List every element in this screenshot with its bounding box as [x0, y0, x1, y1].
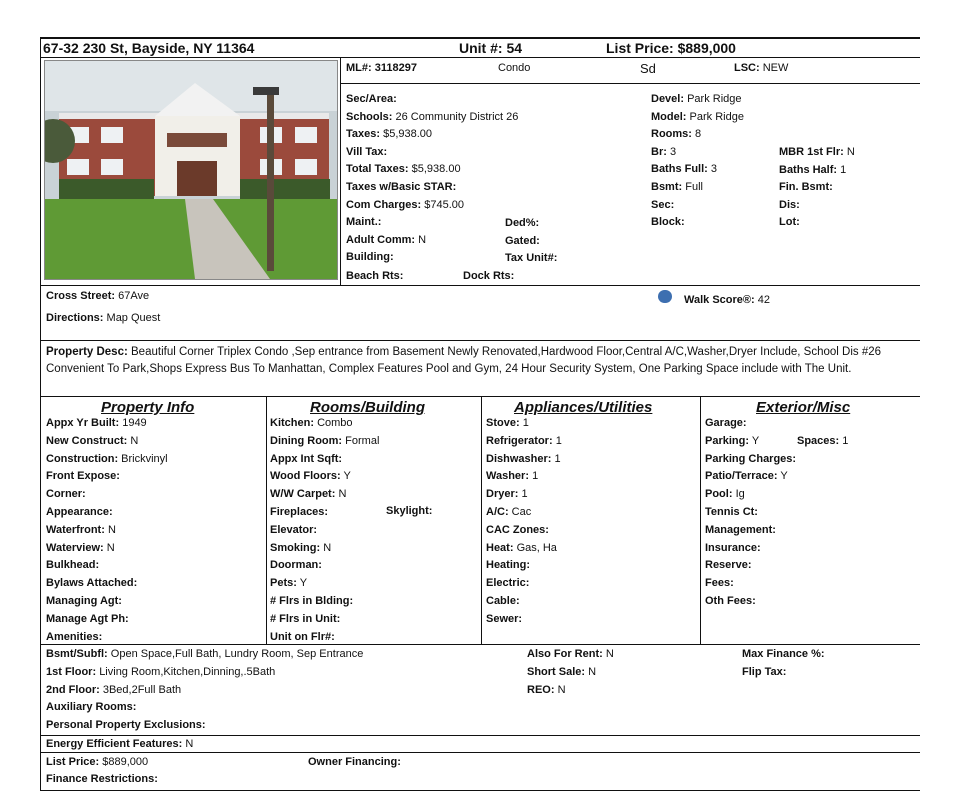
field-label: Flip Tax:: [742, 665, 787, 678]
field-label: Waterfront:: [46, 523, 105, 536]
rooms-field: [270, 435, 379, 448]
cross-street: Cross Street: 67Ave: [46, 290, 150, 302]
field-value: N: [557, 683, 566, 696]
field-value: Open Space,Full Bath, Lundry Room, Sep Entrance: [110, 648, 364, 660]
field-label: Gated:: [505, 234, 540, 247]
appliance-field: [486, 524, 549, 537]
field-value: 3Bed,2Full Bath: [102, 683, 182, 696]
field-label: Bsmt:: [651, 181, 683, 193]
field-label: Also For Rent:: [527, 648, 603, 660]
energy-top-rule: [40, 735, 920, 736]
tax-field: [346, 234, 426, 247]
owner-financing: Owner Financing:: [308, 756, 401, 768]
rooms-field: [270, 631, 335, 644]
field-value: Park Ridge: [689, 110, 744, 123]
field-value: 3: [710, 163, 718, 176]
field-label: Devel:: [651, 93, 685, 105]
field-label: Com Charges:: [346, 198, 422, 211]
tax-field: [505, 217, 539, 230]
field-label: Rooms:: [651, 128, 692, 141]
field-value: N: [106, 541, 115, 554]
appliance-field: [486, 506, 531, 519]
field-value: $5,938.00: [411, 163, 461, 176]
lsc-status: LSC: NEW: [734, 62, 789, 74]
field-label: Bsmt/Subfl:: [46, 648, 108, 660]
property-info-field: [46, 542, 115, 555]
field-value: Living Room,Kitchen,Dinning,.5Bath: [99, 665, 276, 678]
field-value: Formal: [345, 434, 380, 447]
field-label: Dryer:: [486, 488, 519, 501]
tax-field: [346, 146, 387, 159]
devel-field: [651, 181, 703, 194]
photo-divider: [340, 57, 341, 285]
appliance-field: [486, 470, 538, 483]
property-photo-image: [45, 61, 337, 279]
section-exterior: Exterior/Misc: [756, 399, 851, 416]
field-label: Block:: [651, 216, 685, 229]
energy-features: Energy Efficient Features: N: [46, 738, 194, 750]
field-value: N: [107, 523, 116, 536]
field-value: N: [130, 434, 139, 447]
devel-field: [651, 146, 676, 159]
field-label: Oth Fees:: [705, 595, 756, 607]
rooms-field: [270, 417, 353, 430]
field-label: Washer:: [486, 470, 529, 483]
field-value: Y: [343, 470, 351, 483]
rooms-field: [270, 559, 322, 572]
floor-field: [46, 666, 275, 679]
field-value: 1949: [122, 417, 147, 429]
field-label: Sewer:: [486, 612, 523, 625]
exterior-field: [705, 542, 761, 555]
property-info-field: [46, 506, 113, 519]
tax-field: [346, 181, 456, 194]
field-value: 1: [554, 452, 561, 465]
field-label: Stove:: [486, 417, 520, 429]
rooms-field: [270, 470, 351, 483]
field-value: Ig: [735, 488, 745, 501]
field-label: # Flrs in Unit:: [270, 612, 341, 625]
exterior-field: [705, 435, 759, 448]
field-label: Waterview:: [46, 541, 104, 554]
field-label: Tax Unit#:: [505, 252, 558, 265]
property-info-field: [46, 435, 138, 448]
exterior-field: [705, 559, 751, 572]
field-label: Adult Comm:: [346, 233, 416, 246]
field-label: Doorman:: [270, 559, 322, 572]
floor-field: [46, 648, 363, 661]
col-divider-2: [481, 396, 482, 644]
tax-field: [346, 251, 394, 264]
field-label: 1st Floor:: [46, 665, 97, 678]
field-label: Amenities:: [46, 630, 103, 643]
field-label: Pool:: [705, 488, 733, 501]
property-info-field: [46, 577, 137, 590]
tax-field: [346, 111, 518, 124]
rooms-field: [270, 488, 346, 501]
walk-score: Walk Score®: 42: [684, 294, 770, 306]
field-value: Full: [685, 181, 703, 193]
field-value: 1: [840, 163, 847, 176]
walk-score-icon: [658, 290, 672, 303]
property-info-field: [46, 470, 120, 483]
field-label: Bylaws Attached:: [46, 577, 138, 590]
exterior-field: [705, 577, 734, 590]
field-value: Brickvinyl: [121, 452, 168, 465]
field-label: Fin. Bsmt:: [779, 181, 833, 194]
field-value: Gas, Ha: [516, 541, 557, 554]
tax-field: [346, 93, 397, 106]
field-label: Dishwasher:: [486, 452, 552, 465]
field-label: Smoking:: [270, 541, 321, 554]
appliance-field: [486, 453, 561, 466]
field-label: Management:: [705, 523, 776, 536]
field-value: Cac: [511, 506, 532, 518]
field-label: Maint.:: [346, 216, 382, 229]
cross-bottom-rule: [40, 340, 920, 341]
exterior-field: [705, 595, 756, 608]
field-value: Y: [751, 434, 760, 447]
field-label: Personal Property Exclusions:: [46, 719, 206, 732]
field-label: Kitchen:: [270, 417, 314, 429]
rooms-field: [270, 506, 328, 519]
field-label: Sec:: [651, 198, 675, 211]
rooms-field: [270, 453, 342, 466]
field-label: Short Sale:: [527, 665, 586, 678]
field-value: 1: [522, 417, 529, 429]
tax-field: [505, 235, 540, 248]
beach-rights: Beach Rts:: [346, 270, 404, 282]
field-value: Y: [780, 470, 788, 483]
field-label: Total Taxes:: [346, 163, 409, 176]
top-border: [40, 37, 920, 39]
field-label: Model:: [651, 110, 687, 123]
tax-field: [505, 252, 557, 265]
property-description: Property Desc: Beautiful Corner Triplex Condo ,Sep entrance from Basement Newly Renovated,Hardwood Floor,Central A/C,Washer,Dryer Include, School Dis #26 Convenient To Park,Shops Express Bus To Manhattan, Complex Features Pool and Gym, 24 Hour Security System, One Parking Space include with The Unit.: [46, 346, 882, 375]
header-rule: [40, 57, 920, 58]
field-label: Parking Charges:: [705, 452, 797, 465]
property-info-field: [46, 453, 168, 466]
rooms-field: [270, 577, 307, 590]
field-label: Appx Yr Built:: [46, 417, 120, 429]
appliance-field: [486, 542, 557, 555]
field-label: Heating:: [486, 559, 530, 572]
field-label: Max Finance %:: [742, 648, 825, 660]
dock-rights: Dock Rts:: [463, 270, 515, 282]
field-label: Insurance:: [705, 541, 761, 554]
property-info-field: [46, 613, 129, 626]
field-value: 1: [555, 434, 562, 447]
field-label: Garage:: [705, 417, 747, 429]
field-value: Park Ridge: [687, 93, 742, 105]
field-label: Cable:: [486, 595, 520, 607]
field-value: 1: [521, 488, 528, 501]
col-divider-3: [700, 396, 701, 644]
ml-number: ML#: 3118297: [346, 62, 417, 74]
ml-rule: [340, 83, 920, 84]
exterior-field: [705, 524, 776, 537]
field-label: Unit on Flr#:: [270, 630, 335, 643]
devel-field: [651, 216, 685, 229]
field-value: $5,938.00: [383, 128, 433, 141]
field-label: Br:: [651, 145, 667, 158]
property-info-field: [46, 595, 122, 608]
exterior-field: [705, 506, 758, 519]
tax-field: [346, 128, 432, 141]
field-value: 1: [532, 470, 539, 483]
parking-spaces: Spaces: 1: [797, 435, 849, 447]
field-label: Managing Agt:: [46, 595, 122, 607]
address: 67-32 230 St, Bayside, NY 11364: [43, 40, 255, 56]
property-info-field: [46, 524, 116, 537]
field-label: Manage Agt Ph:: [46, 612, 129, 625]
property-style: Sd: [640, 61, 656, 76]
field-label: Tennis Ct:: [705, 506, 758, 518]
header-list-price: List Price: $889,000: [606, 40, 736, 56]
appliance-field: [486, 595, 520, 608]
directions: Directions: Map Quest: [46, 312, 161, 324]
field-label: Auxiliary Rooms:: [46, 701, 137, 714]
devel-field: [651, 163, 717, 176]
tax-field: [346, 216, 381, 229]
rooms-field: [270, 613, 340, 626]
grid-bottom-rule: [40, 644, 920, 645]
floor-field: [46, 719, 206, 732]
field-label: 2nd Floor:: [46, 683, 100, 696]
field-label: Lot:: [779, 216, 800, 229]
field-label: CAC Zones:: [486, 523, 549, 536]
field-label: Dis:: [779, 198, 800, 211]
exterior-field: [705, 417, 747, 430]
field-value: N: [588, 665, 597, 678]
field-value: $745.00: [424, 198, 465, 211]
field-value: 3: [669, 145, 677, 158]
field-label: Baths Half:: [779, 163, 838, 176]
field-label: Baths Full:: [651, 163, 708, 176]
appliance-field: [486, 559, 530, 572]
property-info-field: [46, 559, 99, 572]
field-label: Fees:: [705, 577, 734, 590]
desc-bottom-rule: [40, 396, 920, 397]
field-label: Patio/Terrace:: [705, 470, 778, 483]
field-label: Elevator:: [270, 523, 318, 536]
field-label: Appearance:: [46, 506, 113, 518]
field-label: Parking:: [705, 434, 750, 447]
devel-field: [651, 128, 701, 141]
field-value: 26 Community District 26: [395, 110, 519, 123]
field-label: Taxes w/Basic STAR:: [346, 181, 457, 193]
section-rooms-building: Rooms/Building: [310, 399, 425, 416]
field-label: Schools:: [346, 110, 393, 123]
field-label: Reserve:: [705, 559, 752, 572]
devel-field: [779, 146, 855, 159]
field-label: Wood Floors:: [270, 470, 341, 483]
appliance-field: [486, 613, 522, 626]
field-label: Refrigerator:: [486, 434, 553, 447]
skylight: Skylight:: [386, 505, 433, 517]
field-value: N: [338, 488, 347, 501]
exterior-field: [705, 488, 745, 501]
field-value: Y: [299, 577, 308, 590]
photo-bottom-rule: [40, 285, 920, 286]
appliance-field: [486, 488, 528, 501]
field-value: Combo: [317, 417, 353, 429]
finance-field: [742, 666, 786, 679]
field-label: Bulkhead:: [46, 559, 100, 572]
field-label: Heat:: [486, 541, 514, 554]
devel-field: [779, 216, 800, 229]
footer-list-price: List Price: $889,000: [46, 756, 149, 768]
field-value: N: [418, 233, 427, 246]
field-label: Electric:: [486, 577, 530, 590]
finance-field: [742, 648, 825, 661]
bottom-border: [40, 790, 920, 791]
sale-field: [527, 666, 596, 679]
field-label: Appx Int Sqft:: [270, 452, 343, 465]
field-label: New Construct:: [46, 434, 128, 447]
field-label: Pets:: [270, 577, 297, 590]
devel-field: [651, 111, 744, 124]
field-label: Taxes:: [346, 128, 381, 141]
appliance-field: [486, 577, 529, 590]
rooms-field: [270, 542, 331, 555]
devel-field: [779, 199, 800, 212]
field-label: # Flrs in Blding:: [270, 595, 354, 607]
tax-field: [346, 199, 464, 212]
exterior-field: [705, 453, 796, 466]
field-label: Front Expose:: [46, 470, 120, 483]
devel-field: [779, 164, 846, 177]
field-label: Vill Tax:: [346, 145, 388, 158]
property-info-field: [46, 417, 147, 430]
property-info-field: [46, 488, 86, 501]
field-label: Corner:: [46, 488, 86, 501]
devel-field: [651, 93, 742, 106]
field-label: MBR 1st Flr:: [779, 146, 844, 158]
field-value: 8: [695, 128, 702, 141]
rooms-field: [270, 595, 353, 608]
property-type: Condo: [498, 62, 531, 74]
finance-restrictions: Finance Restrictions:: [46, 773, 158, 785]
floor-field: [46, 684, 181, 697]
col-divider-1: [266, 396, 267, 644]
devel-field: [651, 199, 674, 212]
appliance-field: [486, 417, 529, 430]
tax-field: [346, 163, 461, 176]
appliance-field: [486, 435, 562, 448]
field-value: N: [605, 648, 614, 660]
field-label: Construction:: [46, 452, 119, 465]
sale-field: [527, 684, 566, 697]
rooms-field: [270, 524, 317, 537]
field-label: Ded%:: [505, 217, 540, 229]
property-info-field: [46, 631, 102, 644]
section-property-info: Property Info: [101, 399, 195, 416]
devel-field: [779, 181, 833, 194]
field-value: N: [323, 541, 332, 554]
field-label: REO:: [527, 683, 555, 696]
energy-bottom-rule: [40, 752, 920, 753]
unit-number: Unit #: 54: [459, 40, 523, 56]
field-label: Fireplaces:: [270, 506, 329, 518]
field-label: Building:: [346, 251, 394, 264]
left-border: [40, 37, 41, 790]
floor-field: [46, 701, 136, 714]
field-label: Dining Room:: [270, 434, 343, 447]
field-label: A/C:: [486, 506, 509, 518]
sale-field: [527, 648, 614, 661]
exterior-field: [705, 470, 788, 483]
section-appliances: Appliances/Utilities: [514, 399, 653, 416]
field-label: Sec/Area:: [346, 93, 397, 105]
property-photo: [44, 60, 338, 280]
field-value: N: [846, 146, 855, 158]
field-label: W/W Carpet:: [270, 488, 336, 501]
